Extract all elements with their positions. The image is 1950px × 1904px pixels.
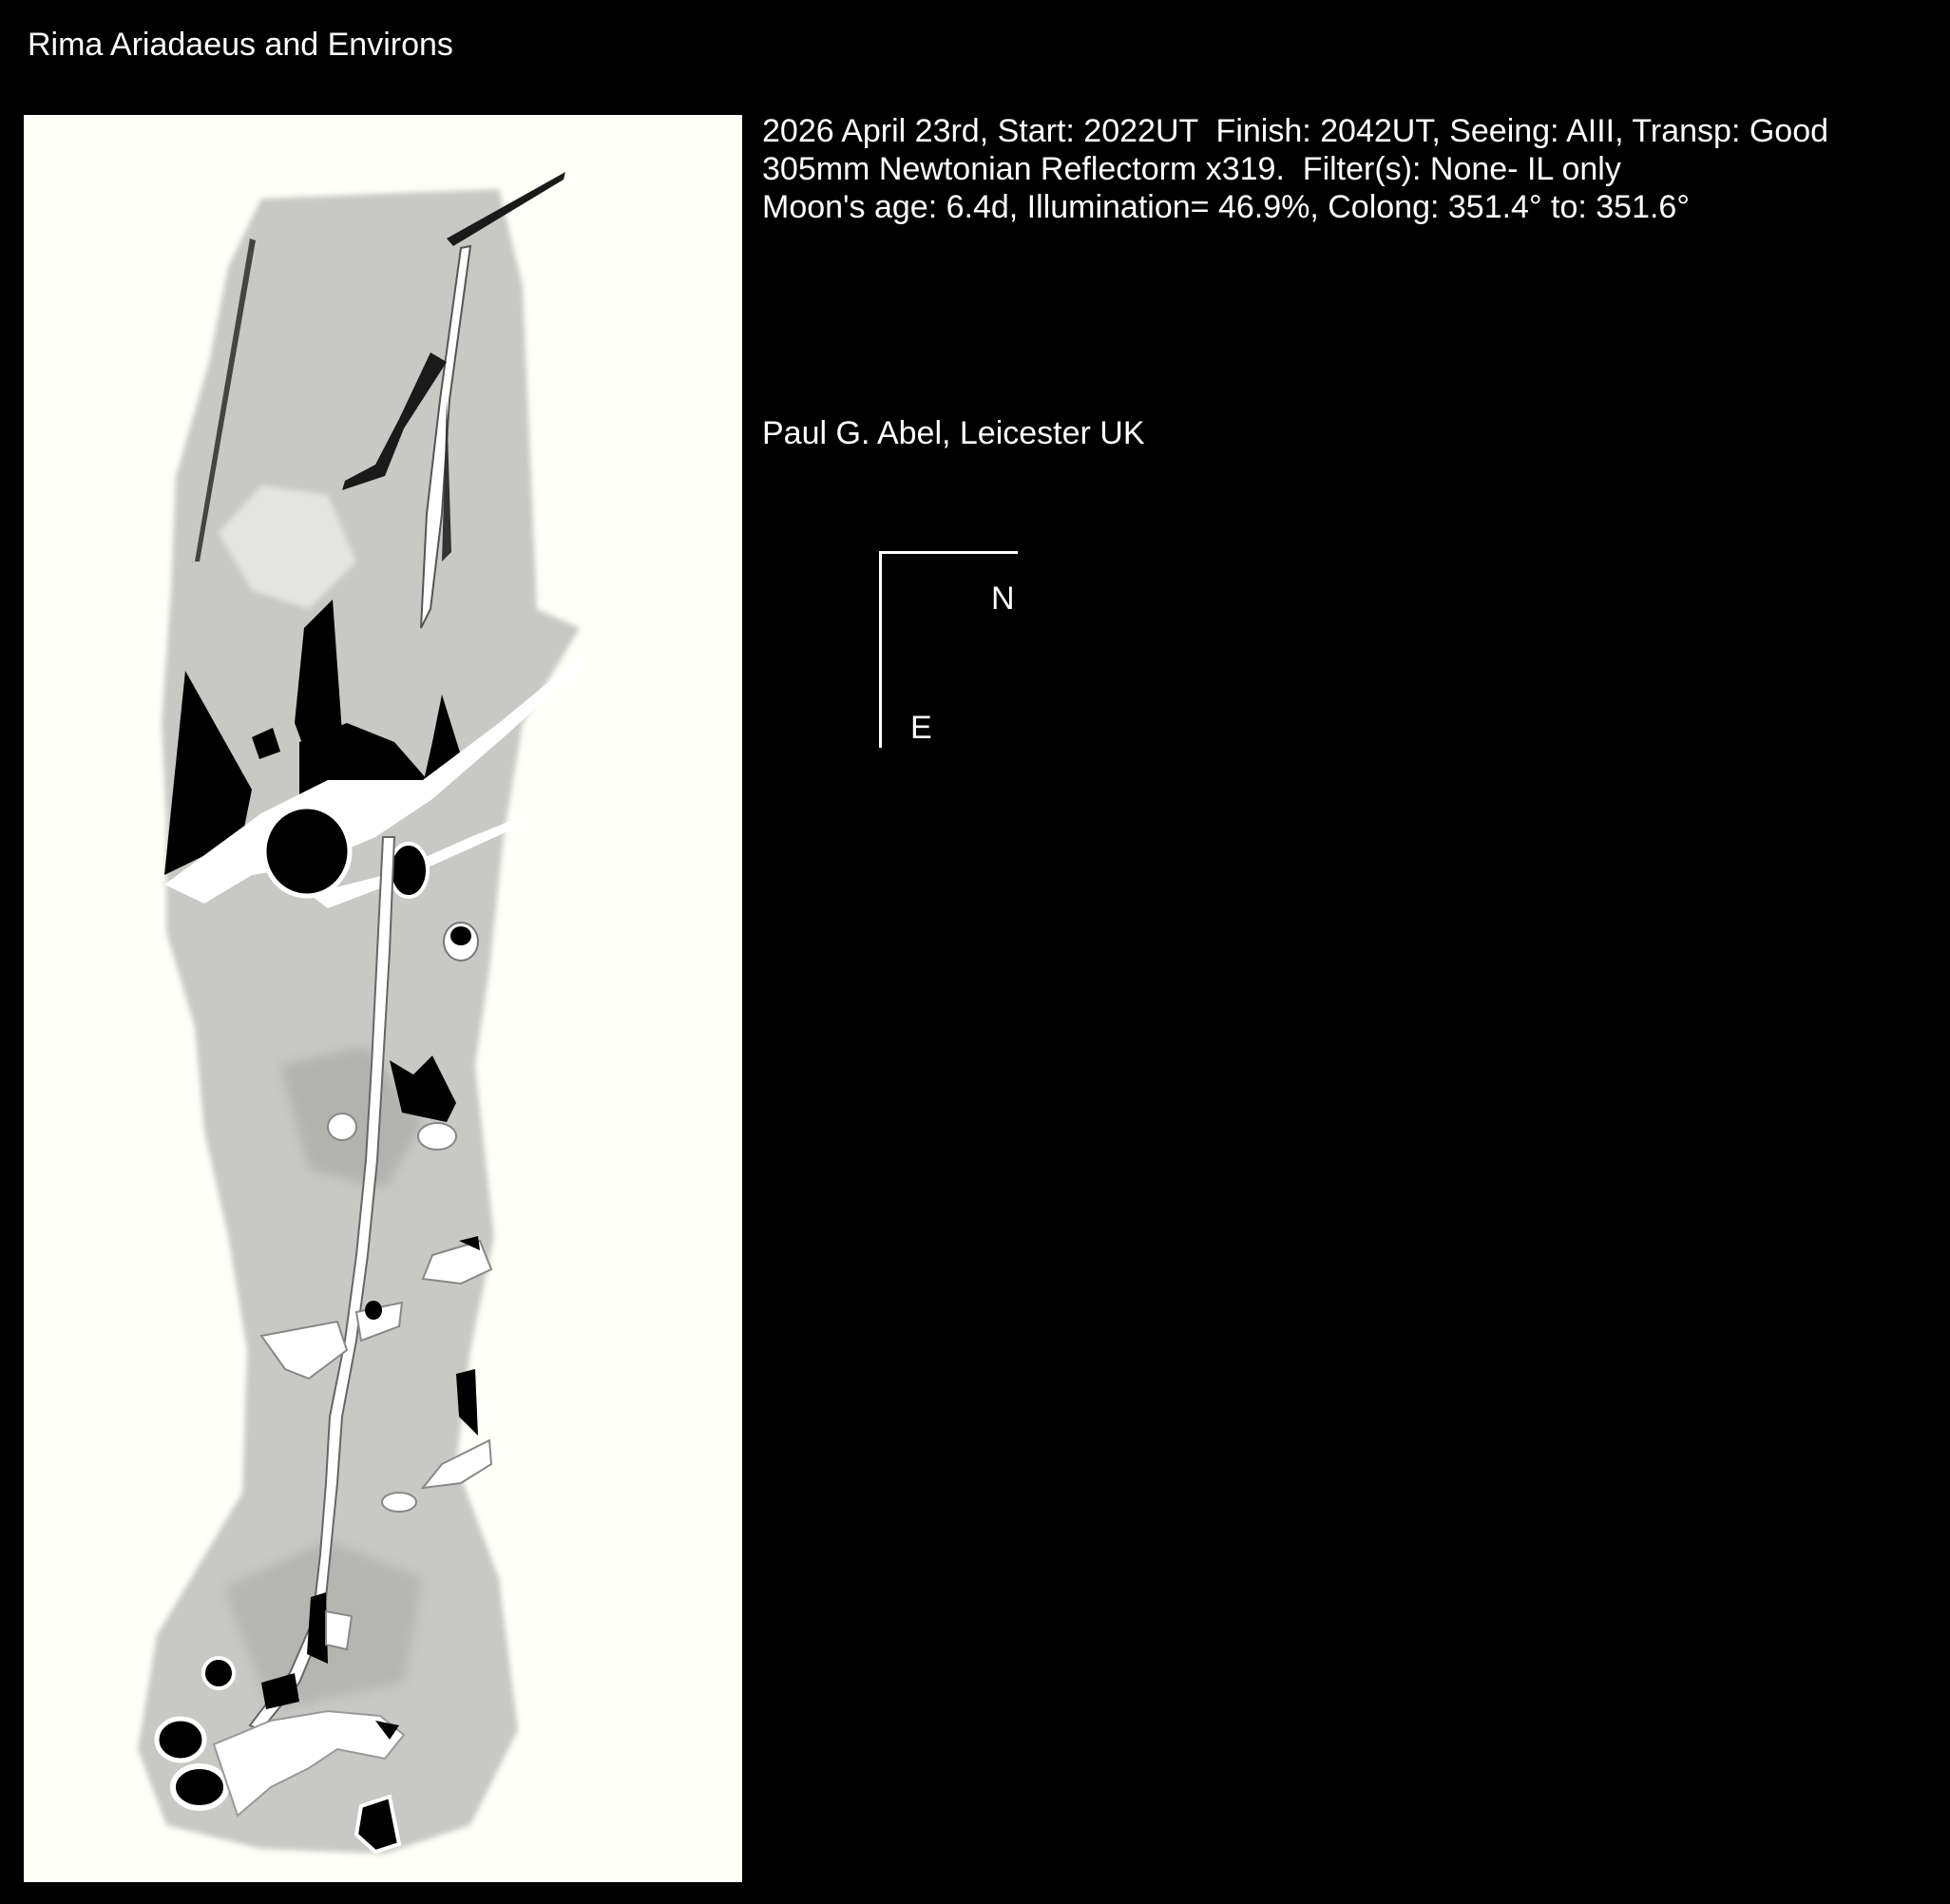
observer-credit: Paul G. Abel, Leicester UK bbox=[762, 415, 1145, 451]
crater-pale-3 bbox=[382, 1493, 416, 1512]
crater-south-3 bbox=[173, 1766, 226, 1808]
crater-pale-1 bbox=[328, 1114, 356, 1140]
info-line-moon: Moon's age: 6.4d, Illumination= 46.9%, Colong: 351.4° to: 351.6° bbox=[762, 189, 1690, 225]
observation-details bbox=[762, 112, 1828, 226]
compass-north-line bbox=[879, 551, 1018, 554]
crater-tiny-1 bbox=[365, 1301, 382, 1320]
sketch-drawing bbox=[24, 115, 742, 1882]
info-line-datetime: 2026 April 23rd, Start: 2022UT Finish: 2042UT, Seeing: AIII, Transp: Good bbox=[762, 113, 1829, 149]
drawing-title: Rima Ariadaeus and Environs bbox=[28, 27, 453, 63]
crater-pale-2 bbox=[418, 1123, 456, 1150]
compass-north-label: N bbox=[991, 581, 1015, 617]
bright-south-1 bbox=[326, 1611, 352, 1649]
crater-medium bbox=[390, 844, 428, 897]
compass-east-label: E bbox=[910, 710, 932, 746]
orientation-compass bbox=[877, 551, 1020, 751]
crater-large bbox=[264, 807, 350, 896]
crater-small-1-shadow bbox=[450, 926, 471, 945]
lunar-sketch bbox=[24, 115, 742, 1882]
crater-south-2 bbox=[157, 1719, 204, 1761]
compass-east-line bbox=[879, 551, 882, 748]
crater-south-1 bbox=[203, 1658, 234, 1688]
info-line-instrument: 305mm Newtonian Reflectorm x319. Filter(s): None- IL only bbox=[762, 151, 1621, 187]
